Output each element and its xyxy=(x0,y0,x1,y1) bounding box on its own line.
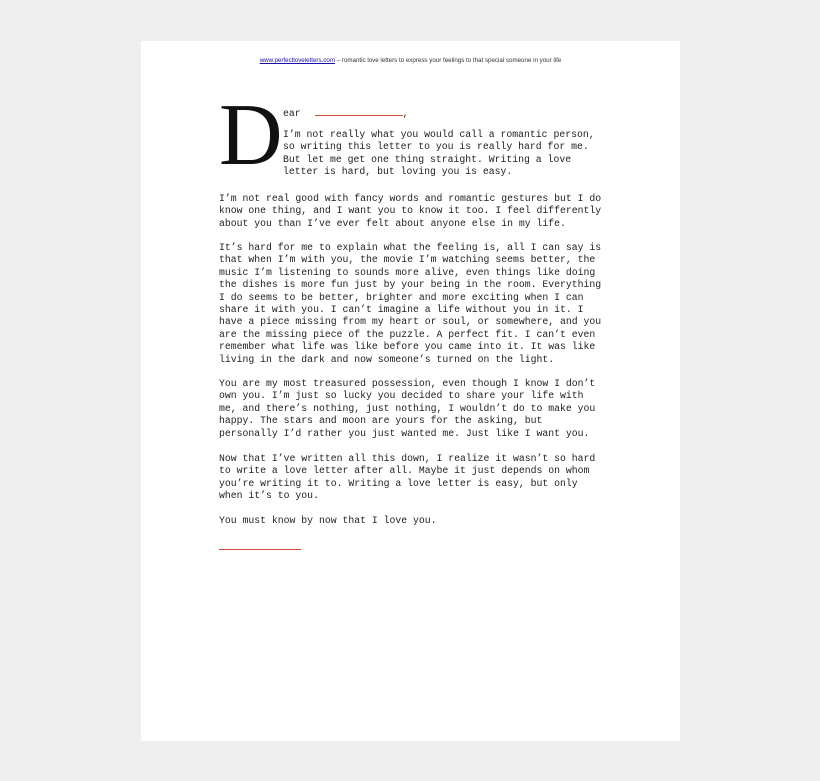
greeting-line xyxy=(283,106,409,120)
page-header xyxy=(141,57,680,64)
recipient-name-blank xyxy=(315,106,403,116)
document-page xyxy=(141,41,680,741)
letter-paragraph-3: You are my most treasured possession, even though I know I don’t own you. I’m just so lucky you decided to share your life with me, and there’s nothing, just nothing, I wouldn’t do to make you happy. The stars and moon are yours for the asking, but personally I’d rather you just wanted me. Just like I want you. xyxy=(219,378,596,439)
letter-paragraph-5: You must know by now that I love you. xyxy=(219,515,437,526)
letter-paragraph-4: Now that I’ve written all this down, I realize it wasn’t so hard to write a love letter after all. Maybe it just depends on whom you’re writing it to. Writing a love letter is easy, but only when it’s to you. xyxy=(219,453,596,502)
drop-cap-letter: D xyxy=(219,87,283,184)
greeting-text: ear xyxy=(283,108,301,119)
signature-blank xyxy=(219,549,301,550)
intro-paragraph: I’m not really what you would call a romantic person, so writing this letter to you is really hard for me. But let me get one thing straight. Writing a love letter is hard, but loving you is easy. xyxy=(283,129,595,178)
letter-paragraph-1: I’m not real good with fancy words and romantic gestures but I do know one thing, and I want you to know it too. I feel differently about you than I’ve ever felt about anyone else in my life. xyxy=(219,193,602,229)
header-tagline: – romantic love letters to express your feelings to that special someone in your life xyxy=(335,57,562,64)
letter-paragraph-2: It’s hard for me to explain what the feeling is, all I can say is that when I’m with you, the movie I’m watching seems better, the music I’m listening to sounds more alive, even things like doing the dishes is more fun just by your being in the room. Everything I do seems to be better, brighter and more exciting when I can share it with you. I can’t imagine a life without you in it. I have a piece missing from my heart or soul, or somewhere, and you are the missing piece of the puzzle. A perfect fit. I can’t even remember what life was like before you came into it. It was like living in the dark and now someone’s turned on the light. xyxy=(219,242,602,365)
greeting-comma: , xyxy=(402,108,409,119)
site-link[interactable]: www.perfectloveletters.com xyxy=(259,57,335,64)
